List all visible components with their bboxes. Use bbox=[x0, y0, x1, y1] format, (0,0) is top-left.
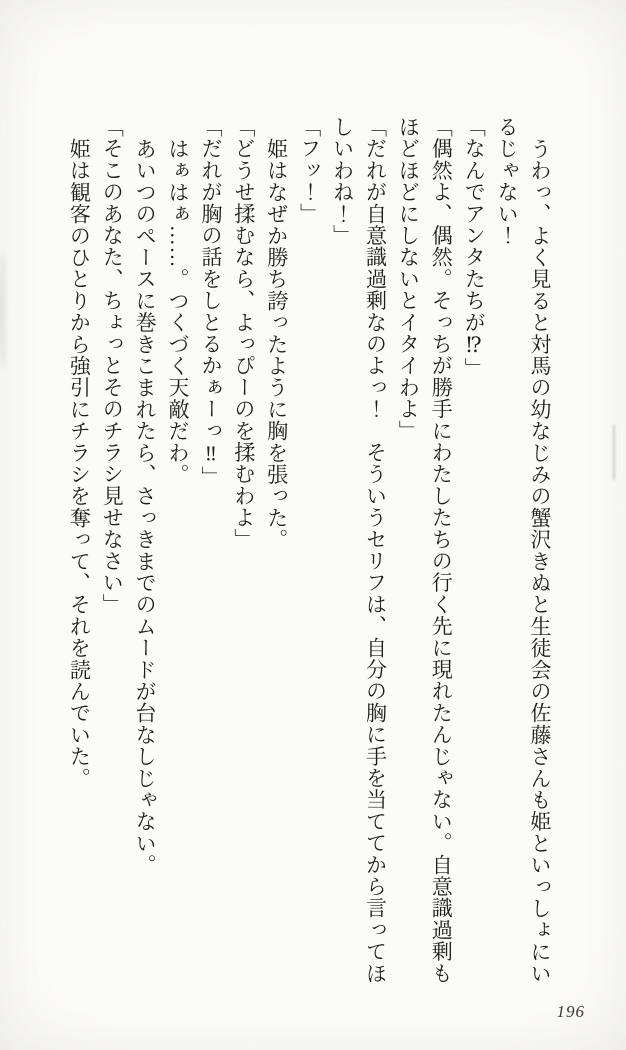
text-line: 「偶然よ、偶然。そっちが勝手にわたしたちの行く先に現れたんじゃない。自意識過剰も bbox=[429, 116, 454, 984]
text-line: ほどほどにしないとイタイわよ」 bbox=[396, 116, 421, 442]
text-line: うわっ、よく見ると対馬の幼なじみの蟹沢きぬと生徒会の佐藤さんも姫といっしょにい bbox=[528, 138, 552, 985]
text-line: 「なんでアンタたちが⁉」 bbox=[462, 116, 487, 380]
text-line: 「だれが胸の話をしとるかぁーっ‼」 bbox=[198, 116, 223, 488]
text-line: あいつのペースに巻きこまれたら、さっきまでのムードが台なしじゃない。 bbox=[133, 138, 158, 876]
text-line: 姫はなぜか勝ち誇ったように胸を張った。 bbox=[264, 138, 289, 551]
text-line: 「そこのあなた、ちょっとそのチラシ見せなさい」 bbox=[100, 116, 125, 616]
text-block bbox=[62, 116, 556, 1004]
text-line: 「フッ！」 bbox=[297, 116, 322, 225]
text-line: 姫は観客のひとりから強引にチラシを奪って、それを読んでいた。 bbox=[67, 138, 92, 789]
text-line: はぁはぁ……。つくづく天敵だわ。 bbox=[166, 138, 191, 486]
text-line: るじゃない！ bbox=[495, 116, 520, 247]
text-line: しいわね！」 bbox=[330, 116, 355, 247]
text-line: 「だれが自意識過剰なのよっ！ そういうセリフは、自分の胸に手を当ててから言ってほ bbox=[363, 116, 388, 984]
text-line: 「どうせ揉むなら、よっぴーのを揉むわよ」 bbox=[231, 116, 256, 550]
page-number: 196 bbox=[556, 1002, 585, 1021]
